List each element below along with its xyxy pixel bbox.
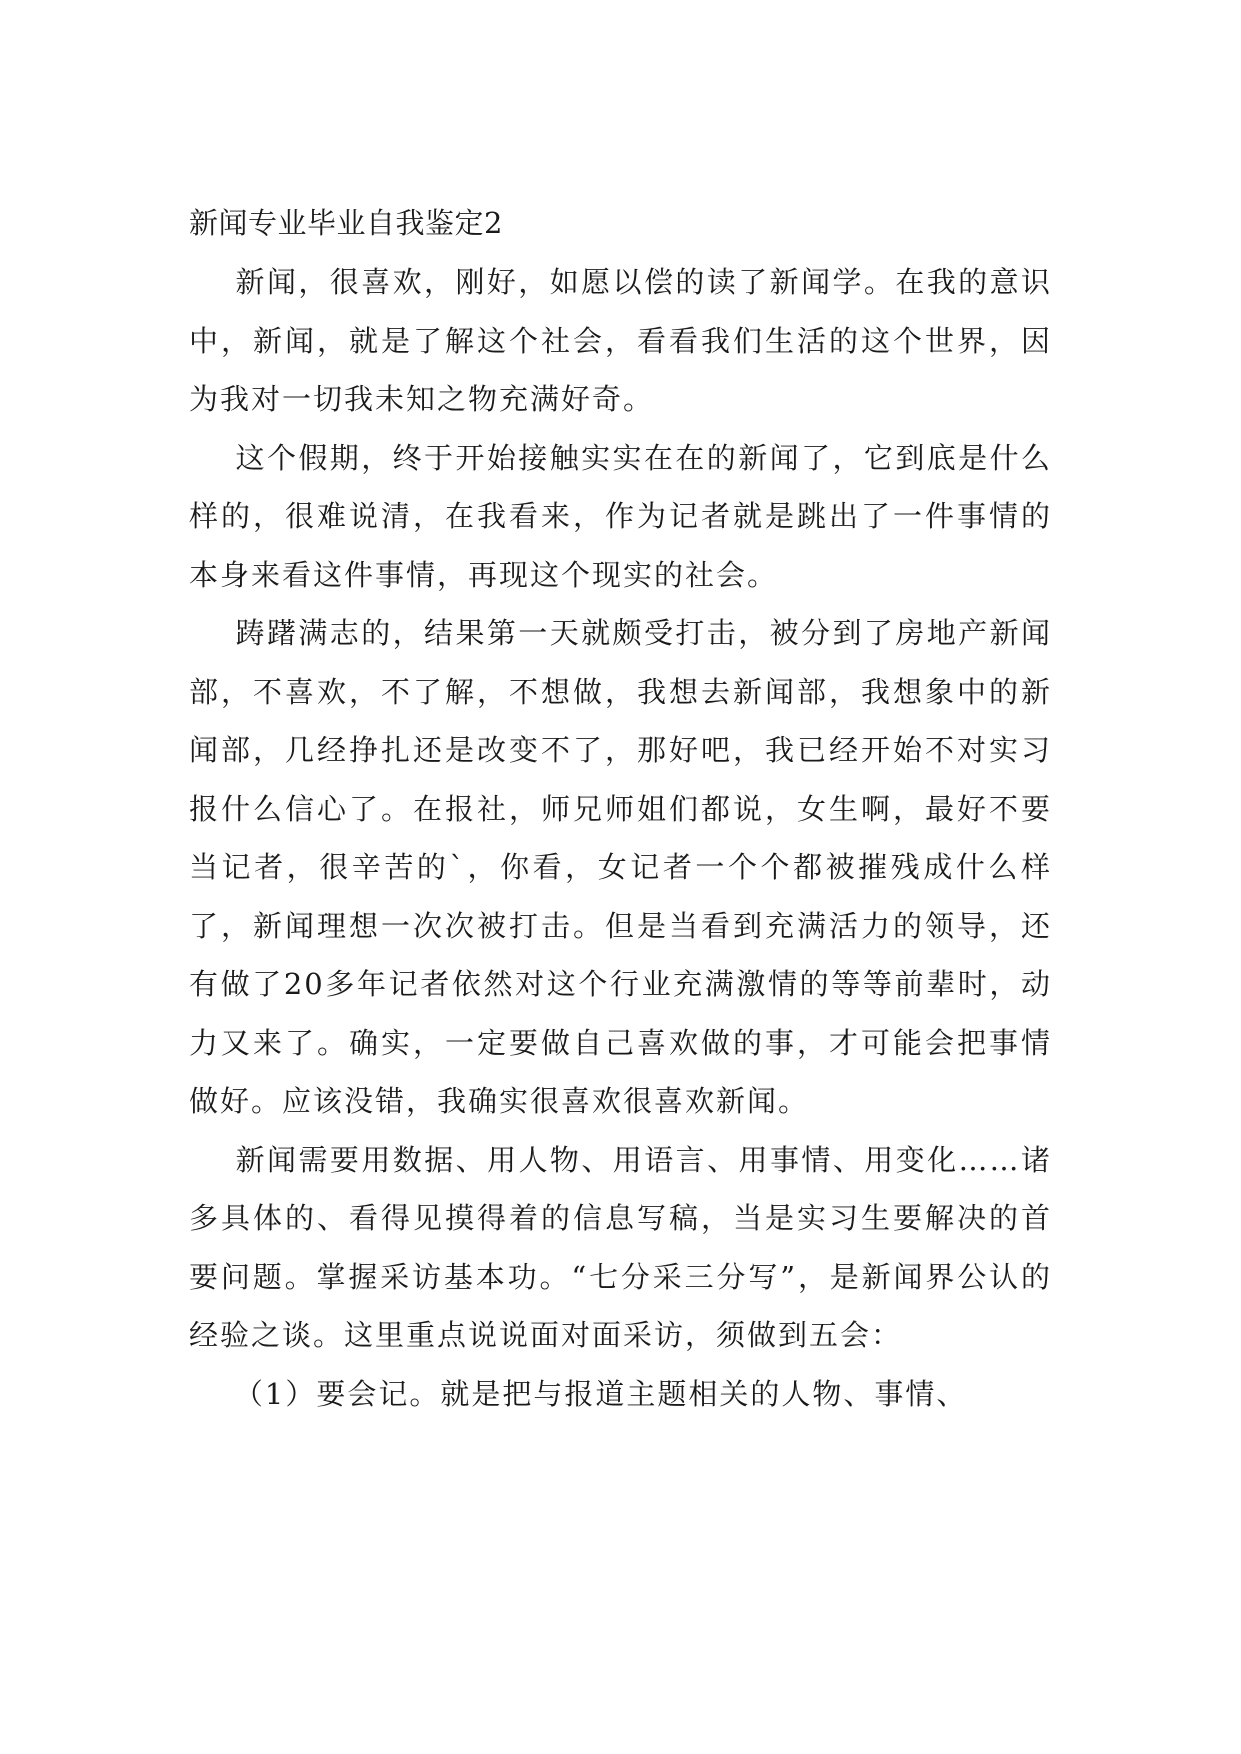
document-body [189, 193, 1052, 1423]
paragraph-holiday: 这个假期，终于开始接触实实在在的新闻了，它到底是什么样的，很难说清，在我看来，作为记者就是跳出了一件事情的本身来看这件事情，再现这个现实的社会。 [189, 440, 1052, 592]
paragraph-interview-skills: 新闻需要用数据、用人物、用语言、用事情、用变化……诸多具体的、看得见摸得着的信息写稿，当是实习生要解决的首要问题。掌握采访基本功。“七分采三分写”，是新闻界公认的经验之谈。这里重点说说面对面采访，须做到五会： [189, 1142, 1052, 1352]
paragraph-experience: 踌躇满志的，结果第一天就颇受打击，被分到了房地产新闻部，不喜欢，不了解，不想做，我想去新闻部，我想象中的新闻部，几经挣扎还是改变不了，那好吧，我已经开始不对实习报什么信心了。在报社，师兄师姐们都说，女生啊，最好不要当记者，很辛苦的`，你看，女记者一个个都被摧残成什么样了，新闻理想一次次被打击。但是当看到充满活力的领导，还有做了20多年记者依然对这个行业充满激情的等等前辈时，动力又来了。确实，一定要做自己喜欢做的事，才可能会把事情做好。应该没错，我确实很喜欢很喜欢新闻。 [189, 616, 1052, 1118]
paragraph-point-one: （1）要会记。就是把与报道主题相关的人物、事情、 [189, 1376, 968, 1411]
paragraph-intro: 新闻，很喜欢，刚好，如愿以偿的读了新闻学。在我的意识中，新闻，就是了解这个社会，看看我们生活的这个世界，因为我对一切我未知之物充满好奇。 [189, 265, 1052, 416]
document-title: 新闻专业毕业自我鉴定2 [189, 206, 503, 240]
